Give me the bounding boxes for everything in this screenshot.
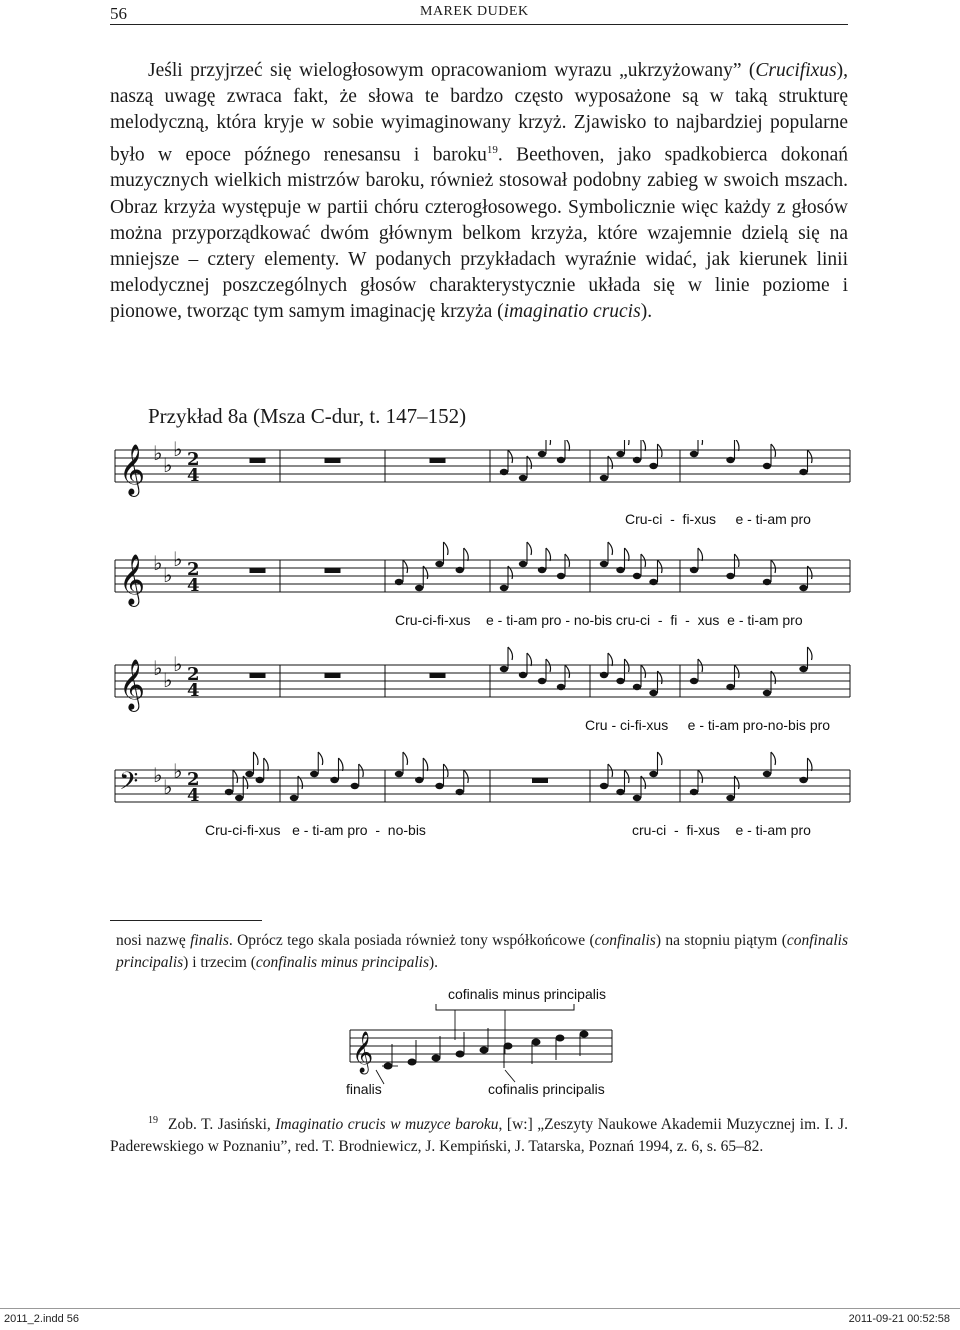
note: [500, 666, 508, 672]
staff: [115, 440, 850, 497]
note: [616, 789, 624, 795]
note: [330, 777, 338, 783]
paragraph-text: . Beethoven, jako spadkobierca dokonań muzycznych wielkich mistrzów baroku, również stosował podobny zabieg w swoich mszach. Obraz krzyża występuje w partii chóru czterogłosowego. Symbolicznie więc każdy z głosów można przyporządkować dwóm głównym belkom krzyża, które wzajemnie dzielą się na mniejsze – cztery elementy. W podanych przykładach wyraźnie widać, jak kierunek linii melodycznej poszczególnych głosów charakterystycznie układa się w linie poziome i pionowe, tworząc tym samym imaginację krzyża (: [110, 144, 848, 323]
treble-clef-icon: 𝄞: [119, 554, 146, 605]
footnote-19: [110, 1110, 848, 1157]
note: [616, 678, 624, 684]
time-signature-bottom: 4: [187, 575, 200, 596]
note: [690, 678, 698, 684]
note: [415, 777, 423, 783]
page-number: 56: [110, 4, 127, 23]
footnote-continuation: [110, 930, 848, 973]
footnote-number: 19: [148, 1115, 158, 1126]
whole-rest: [250, 673, 266, 678]
paragraph-italic: Crucifixus: [755, 60, 837, 81]
time-signature-bottom: 4: [187, 680, 200, 701]
note: [290, 795, 298, 801]
footnote-text: nosi nazwę: [116, 932, 191, 949]
scale-label-left: finalis: [346, 1081, 382, 1097]
slug-timestamp: 2011-09-21 00:52:58: [848, 1313, 950, 1325]
time-signature-bottom: 4: [187, 785, 200, 806]
main-paragraph: [110, 58, 848, 326]
time-signature-bottom: 4: [187, 465, 200, 486]
note: [519, 561, 527, 567]
header-rule: [110, 24, 848, 25]
time-signature-top: 2: [187, 769, 200, 790]
whole-rest: [250, 568, 266, 573]
flat-icon: ♭: [153, 656, 163, 680]
footnote-italic: finalis: [190, 932, 229, 949]
note: [690, 789, 698, 795]
staff: [115, 542, 850, 607]
whole-rest: [325, 458, 341, 463]
note: [633, 573, 641, 579]
paragraph-text: ), naszą uwagę zwraca fakt, że słowa te bardzo często wyposażone są w taką strukturę melodyczną, która kryje w sobie wyimaginowany krzyż. Zjawisko to najbardziej popularne było w epoce późnego renesansu i baroku: [110, 60, 848, 166]
flat-icon: ♭: [173, 759, 183, 783]
bass-clef-icon: 𝄢: [119, 767, 139, 802]
note: [557, 684, 565, 690]
lyrics-line: Cru-ci-fi-xus e - ti-am pro - no-bis: [205, 822, 426, 838]
paragraph-text: Jeśli przyjrzeć się wielogłosowym opracowaniom wyrazu „ukrzyżowany” (: [148, 60, 756, 81]
note: [649, 690, 657, 696]
note: [799, 777, 807, 783]
footnote-text: ) i trzecim (: [183, 953, 256, 971]
lyrics-line: Cru-ci-fi-xus e - ti-am pro - no-bis cru-ci - fi - xus e - ti-am pro: [395, 612, 803, 628]
treble-clef-icon: 𝄞: [352, 1032, 374, 1073]
note: [435, 561, 443, 567]
footnote-text: ).: [429, 953, 439, 971]
note: [799, 469, 807, 475]
whole-rest: [430, 673, 446, 678]
footnote-text: Zob. T. Jasiński,: [168, 1116, 276, 1133]
score-svg: [105, 440, 855, 860]
note: [225, 789, 233, 795]
note: [245, 771, 253, 777]
flat-icon: ♭: [163, 563, 173, 587]
note: [351, 783, 359, 789]
running-head: MAREK DUDEK: [420, 4, 529, 19]
footnote-text: . Oprócz tego skala posiada również tony współkońcowe (: [228, 932, 595, 949]
time-signature-top: 2: [187, 664, 200, 685]
note: [415, 585, 423, 591]
note: [395, 771, 403, 777]
example-caption: Przykład 8a (Msza C-dur, t. 147–152): [148, 404, 467, 428]
note: [633, 795, 641, 801]
flat-icon: ♭: [153, 551, 163, 575]
note: [649, 463, 657, 469]
flat-icon: ♭: [173, 652, 183, 676]
whole-rest: [430, 458, 446, 463]
note: [310, 771, 318, 777]
note: [538, 678, 546, 684]
flat-icon: ♭: [153, 763, 163, 787]
time-signature-top: 2: [187, 559, 200, 580]
scale-label-top: cofinalis minus principalis: [448, 986, 606, 1002]
note: [538, 567, 546, 573]
note: [726, 573, 734, 579]
footnote-italic: confinalis principalis: [116, 932, 848, 971]
whole-rest: [532, 778, 548, 783]
staff: [115, 752, 850, 806]
paragraph-text: ).: [640, 301, 653, 323]
note: [633, 684, 641, 690]
note: [600, 475, 608, 481]
note: [519, 672, 527, 678]
note: [435, 783, 443, 789]
footnote-italic: Imaginatio crucis w muzyce baroku: [275, 1116, 499, 1133]
print-slug: [0, 1308, 960, 1330]
note: [616, 567, 624, 573]
note: [763, 463, 771, 469]
note: [763, 690, 771, 696]
treble-clef-icon: 𝄞: [119, 444, 146, 495]
footnote-italic: confinalis: [594, 932, 656, 949]
note: [235, 795, 243, 801]
note: [456, 567, 464, 573]
note: [799, 666, 807, 672]
paragraph-italic: imaginatio crucis: [503, 301, 641, 323]
footnote-rule: [110, 920, 262, 921]
footnote-text: , [w:] „Zeszyty Naukowe Akademii Muzycznej im. I. J. Paderewskiego w Poznaniu”, red. T. Brodniewicz, J. Kempiński, J. Tatarska, Poznań 1994, z. 6, s. 65–82.: [110, 1116, 848, 1155]
note: [690, 451, 698, 457]
scale-label-right: cofinalis principalis: [488, 1081, 605, 1097]
flat-icon: ♭: [163, 775, 173, 799]
note: [649, 771, 657, 777]
note: [557, 573, 565, 579]
flat-icon: ♭: [173, 440, 183, 461]
note: [395, 579, 403, 585]
note: [538, 451, 546, 457]
footnote-italic: confinalis minus principalis: [255, 953, 429, 971]
scale-svg: [340, 982, 630, 1102]
note: [726, 795, 734, 801]
note: [726, 457, 734, 463]
note: [557, 457, 565, 463]
scale-example: [340, 982, 630, 1102]
flat-icon: ♭: [163, 668, 173, 692]
lyrics-line: Cru - ci-fi-xus e - ti-am pro-no-bis pro: [585, 717, 831, 733]
note: [690, 567, 698, 573]
note: [616, 451, 624, 457]
note: [726, 684, 734, 690]
staff: [115, 647, 850, 712]
note: [600, 783, 608, 789]
note: [500, 585, 508, 591]
note: [799, 585, 807, 591]
flat-icon: ♭: [173, 547, 183, 571]
note: [633, 457, 641, 463]
lyrics-line: cru-ci - fi-xus e - ti-am pro: [632, 822, 811, 838]
note: [763, 771, 771, 777]
footnote-reference[interactable]: 19: [486, 143, 498, 156]
lyrics-line: Cru-ci - fi-xus e - ti-am pro: [625, 511, 811, 527]
treble-clef-icon: 𝄞: [119, 659, 146, 710]
footnote-text: ) na stopniu piątym (: [655, 932, 787, 949]
whole-rest: [250, 458, 266, 463]
note: [456, 789, 464, 795]
note: [763, 579, 771, 585]
note: [500, 469, 508, 475]
note: [519, 475, 527, 481]
note: [600, 561, 608, 567]
whole-rest: [325, 568, 341, 573]
slug-filename: 2011_2.indd 56: [4, 1313, 80, 1325]
note: [649, 579, 657, 585]
note: [256, 777, 264, 783]
time-signature-top: 2: [187, 449, 200, 470]
flat-icon: ♭: [163, 453, 173, 477]
music-score: [105, 440, 855, 860]
flat-icon: ♭: [153, 441, 163, 465]
note: [600, 672, 608, 678]
whole-rest: [325, 673, 341, 678]
